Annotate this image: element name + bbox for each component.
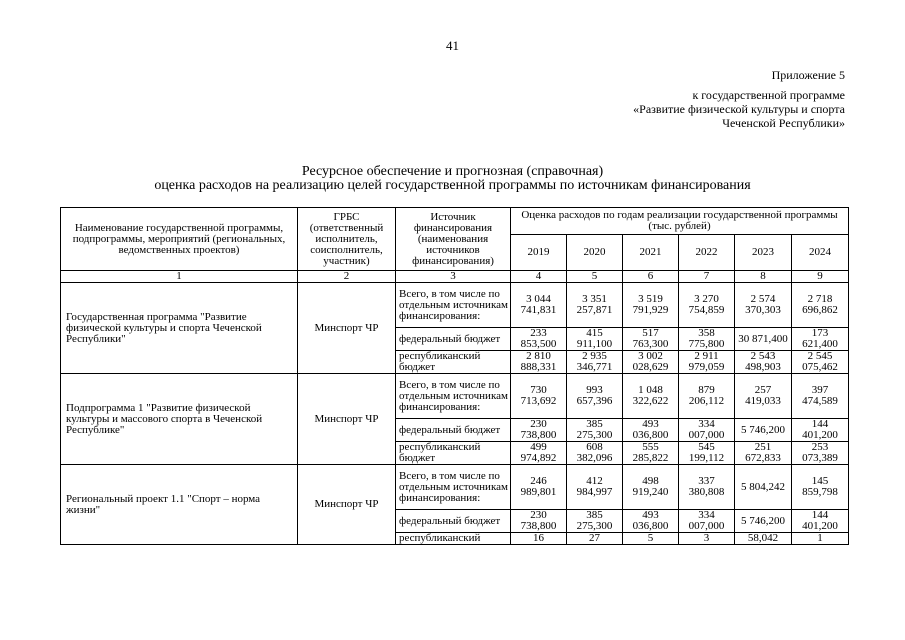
value-cell: 3 002 028,629: [623, 351, 679, 374]
program-name-cell: Государственная программа "Развитие физической культуры и спорта Чеченской Республики": [61, 283, 298, 374]
grbs-cell: Минспорт ЧР: [298, 283, 396, 374]
value-cell: 1 048 322,622: [623, 374, 679, 419]
value-cell: 246 989,801: [511, 465, 567, 510]
value-cell: 144 401,200: [792, 510, 849, 533]
value-cell: 230 738,800: [511, 419, 567, 442]
column-number: 5: [567, 271, 623, 283]
page-number: 41: [446, 38, 459, 53]
header-year: 2024: [792, 235, 849, 271]
value-cell: 337 380,808: [679, 465, 735, 510]
resource-table: [60, 207, 849, 545]
value-cell: 730 713,692: [511, 374, 567, 419]
value-cell: 27: [567, 533, 623, 545]
value-cell: 2 810 888,331: [511, 351, 567, 374]
table-row: [61, 283, 849, 328]
source-cell: Всего, в том числе по отдельным источникам финансирования:: [396, 465, 511, 510]
subprogram-name-cell: Подпрограмма 1 "Развитие физической культуры и массового спорта в Чеченской Республике": [61, 374, 298, 465]
appendix-title: Приложение 5: [771, 68, 845, 82]
grbs-cell: Минспорт ЧР: [298, 465, 396, 545]
column-number: 4: [511, 271, 567, 283]
appendix-heading: [633, 68, 845, 130]
value-cell: 2 543 498,903: [735, 351, 792, 374]
value-cell: 30 871,400: [735, 328, 792, 351]
source-cell: республиканский бюджет: [396, 351, 511, 374]
value-cell: 2 718 696,862: [792, 283, 849, 328]
column-number: 7: [679, 271, 735, 283]
project-name-cell: Региональный проект 1.1 "Спорт – норма жизни": [61, 465, 298, 545]
document-title-line: оценка расходов на реализацию целей государственной программы по источникам финансирования: [154, 178, 751, 193]
column-number: 1: [61, 271, 298, 283]
value-cell: 358 775,800: [679, 328, 735, 351]
header-name: Наименование государственной программы, подпрограммы, мероприятий (региональных, ведомственных проектов): [61, 208, 298, 271]
value-cell: 230 738,800: [511, 510, 567, 533]
appendix-line: к государственной программе: [692, 88, 845, 102]
header-year: 2023: [735, 235, 792, 271]
document-title-line: Ресурсное обеспечение и прогнозная (справочная): [301, 164, 604, 179]
source-cell: федеральный бюджет: [396, 419, 511, 442]
table-row: [61, 465, 849, 510]
value-cell: 253 073,389: [792, 442, 849, 465]
value-cell: 1: [792, 533, 849, 545]
value-cell: 5 746,200: [735, 510, 792, 533]
value-cell: 2 574 370,303: [735, 283, 792, 328]
header-source: Источник финансирования (наименования источников финансирования): [396, 208, 511, 271]
table-row: [61, 374, 849, 419]
value-cell: 608 382,096: [567, 442, 623, 465]
column-number: 3: [396, 271, 511, 283]
value-cell: 517 763,300: [623, 328, 679, 351]
value-cell: 3 270 754,859: [679, 283, 735, 328]
document-title: [0, 165, 905, 193]
value-cell: 3 044 741,831: [511, 283, 567, 328]
value-cell: 2 545 075,462: [792, 351, 849, 374]
column-number: 6: [623, 271, 679, 283]
value-cell: 498 919,240: [623, 465, 679, 510]
value-cell: 144 401,200: [792, 419, 849, 442]
header-year: 2019: [511, 235, 567, 271]
header-year: 2022: [679, 235, 735, 271]
value-cell: 2 911 979,059: [679, 351, 735, 374]
column-number: 2: [298, 271, 396, 283]
appendix-line: Чеченской Республики»: [722, 116, 845, 130]
value-cell: 412 984,997: [567, 465, 623, 510]
value-cell: 233 853,500: [511, 328, 567, 351]
value-cell: 879 206,112: [679, 374, 735, 419]
grbs-cell: Минспорт ЧР: [298, 374, 396, 465]
value-cell: 3 519 791,929: [623, 283, 679, 328]
source-cell: Всего, в том числе по отдельным источникам финансирования:: [396, 283, 511, 328]
value-cell: 385 275,300: [567, 510, 623, 533]
value-cell: 499 974,892: [511, 442, 567, 465]
appendix-line: «Развитие физической культуры и спорта: [633, 102, 845, 116]
source-cell: федеральный бюджет: [396, 510, 511, 533]
value-cell: 16: [511, 533, 567, 545]
header-year: 2021: [623, 235, 679, 271]
value-cell: 173 621,400: [792, 328, 849, 351]
value-cell: 493 036,800: [623, 419, 679, 442]
source-cell: республиканский бюджет: [396, 442, 511, 465]
value-cell: 5 804,242: [735, 465, 792, 510]
value-cell: 334 007,000: [679, 510, 735, 533]
value-cell: 397 474,589: [792, 374, 849, 419]
header-estimate: Оценка расходов по годам реализации государственной программы (тыс. рублей): [511, 208, 849, 235]
value-cell: 415 911,100: [567, 328, 623, 351]
column-number: 8: [735, 271, 792, 283]
value-cell: 3 351 257,871: [567, 283, 623, 328]
header-grbs: ГРБС (ответственный исполнитель, соисполнитель, участник): [298, 208, 396, 271]
value-cell: 5 746,200: [735, 419, 792, 442]
value-cell: 5: [623, 533, 679, 545]
source-cell: федеральный бюджет: [396, 328, 511, 351]
value-cell: 145 859,798: [792, 465, 849, 510]
value-cell: 251 672,833: [735, 442, 792, 465]
value-cell: 493 036,800: [623, 510, 679, 533]
value-cell: 58,042: [735, 533, 792, 545]
column-number: 9: [792, 271, 849, 283]
header-year: 2020: [567, 235, 623, 271]
source-cell: республиканский: [396, 533, 511, 545]
value-cell: 257 419,033: [735, 374, 792, 419]
value-cell: 2 935 346,771: [567, 351, 623, 374]
value-cell: 3: [679, 533, 735, 545]
value-cell: 385 275,300: [567, 419, 623, 442]
value-cell: 334 007,000: [679, 419, 735, 442]
value-cell: 545 199,112: [679, 442, 735, 465]
value-cell: 555 285,822: [623, 442, 679, 465]
value-cell: 993 657,396: [567, 374, 623, 419]
source-cell: Всего, в том числе по отдельным источникам финансирования:: [396, 374, 511, 419]
